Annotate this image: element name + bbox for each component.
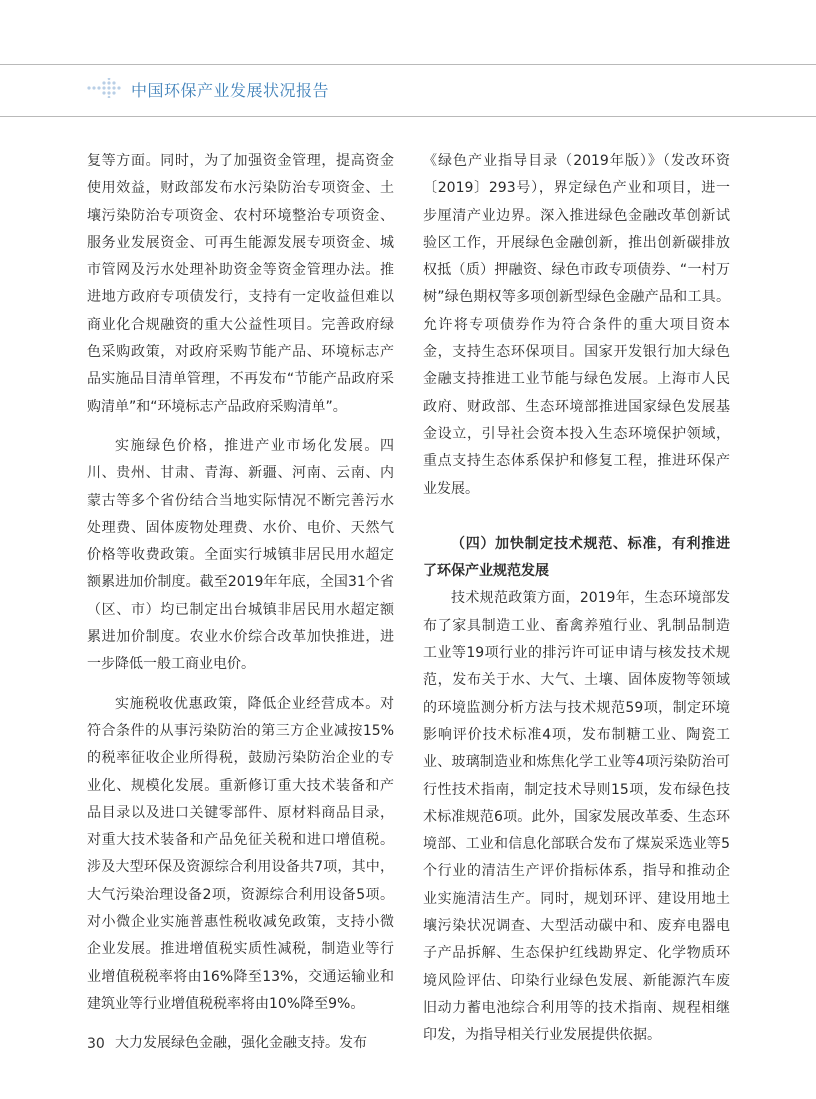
page-number: 30 — [87, 1036, 105, 1052]
paragraph: 大力发展绿色金融，强化金融支持。发布 — [115, 1035, 367, 1052]
running-title: 中国环保产业发展状况报告 — [131, 81, 330, 100]
header-top-rule — [0, 64, 816, 65]
paragraph: 实施税收优惠政策，降低企业经营成本。对符合条件的从事污染防治的第三方企业减按15%的税率征收企业所得税，鼓励污染防治企业的专业化、规模化发展。重新修订重大技术装备和产品目录以及进口关键零部件、原材料商品目录，对重大技术装备和产品免征关税和进口增值税。涉及大型环保及资源综合利用设备共7项，其中，大气污染治理设备2项，资源综合利用设备5项。对小微企业实施普惠性税收减免政策，支持小微企业发展。推进增值税实质性减税，制造业等行业增值税税率将由16%降至13%，交通运输业和建筑业等行业增值税税率将由10%降至9%。 — [87, 695, 394, 1012]
paragraph: 《绿色产业指导目录（2019年版）》（发改环资〔2019〕293号），界定绿色产业和项目，进一步厘清产业边界。深入推进绿色金融改革创新试验区工作，开展绿色金融创新，推出创新碳排放权抵（质）押融资、绿色市政专项债券、“一村万树”绿色期权等多项创新型绿色金融产品和工具。允许将专项债券作为符合条件的重大项目资本金，支持生态环保项目。国家开发银行加大绿色金融支持推进工业节能与绿色发展。上海市人民政府、财政部、生态环境部推进国家绿色发展基金设立，引导社会资本投入生态环境保护领域，重点支持生态体系保护和修复工程，推进环保产业发展。 — [423, 153, 730, 497]
section-heading: （四）加快制定技术规范、标准，有利推进了环保产业规范发展 — [423, 535, 730, 580]
right-column — [423, 148, 730, 1050]
left-column — [87, 148, 394, 1058]
header-bottom-rule — [0, 116, 816, 117]
paragraph: 实施绿色价格，推进产业市场化发展。四川、贵州、甘肃、青海、新疆、河南、云南、内蒙古等多个省份结合当地实际情况不断完善污水处理费、固体废物处理费、水价、电价、天然气价格等收费政策。全面实行城镇非居民用水超定额累进加价制度。截至2019年年底，全国31个省（区、市）均已制定出台城镇非居民用水超定额累进加价制度。农业水价综合改革加快推进，进一步降低一般工商业电价。 — [87, 437, 394, 673]
paragraph: 技术规范政策方面，2019年，生态环境部发布了家具制造工业、畜禽养殖行业、乳制品制造工业等19项行业的排污许可证申请与核发技术规范，发布关于水、大气、土壤、固体废物等领域的环境监测分析方法与技术规范59项，制定环境影响评价技术标准4项，发布制糖工业、陶瓷工业、玻璃制造业和炼焦化学工业等4项污染防治可行性技术指南，制定技术导则15项，发布绿色技术标准规范6项。此外，国家发展改革委、生态环境部、工业和信息化部联合发布了煤炭采选业等5个行业的清洁生产评价指标体系，指导和推动企业实施清洁生产。同时，规划环评、建设用地土壤污染状况调查、大型活动碳中和、废弃电器电子产品拆解、生态保护红线勘界定、化学物质环境风险评估、印染行业绿色发展、新能源汽车废旧动力蓄电池综合利用等的技术指南、规程相继印发，为指导相关行业发展提供依据。 — [423, 590, 730, 1044]
paragraph: 复等方面。同时，为了加强资金管理，提高资金使用效益，财政部发布水污染防治专项资金、土壤污染防治专项资金、农村环境整治专项资金、服务业发展资金、可再生能源发展专项资金、城市管网及污水处理补助资金等资金管理办法。推进地方政府专项债发行，支持有一定收益但难以商业化合规融资的重大公益性项目。完善政府绿色采购政策，对政府采购节能产品、环境标志产品实施品目清单管理，不再发布“节能产品政府采购清单”和“环境标志产品政府采购清单”。 — [87, 153, 394, 415]
dot-pattern-icon — [86, 78, 126, 98]
